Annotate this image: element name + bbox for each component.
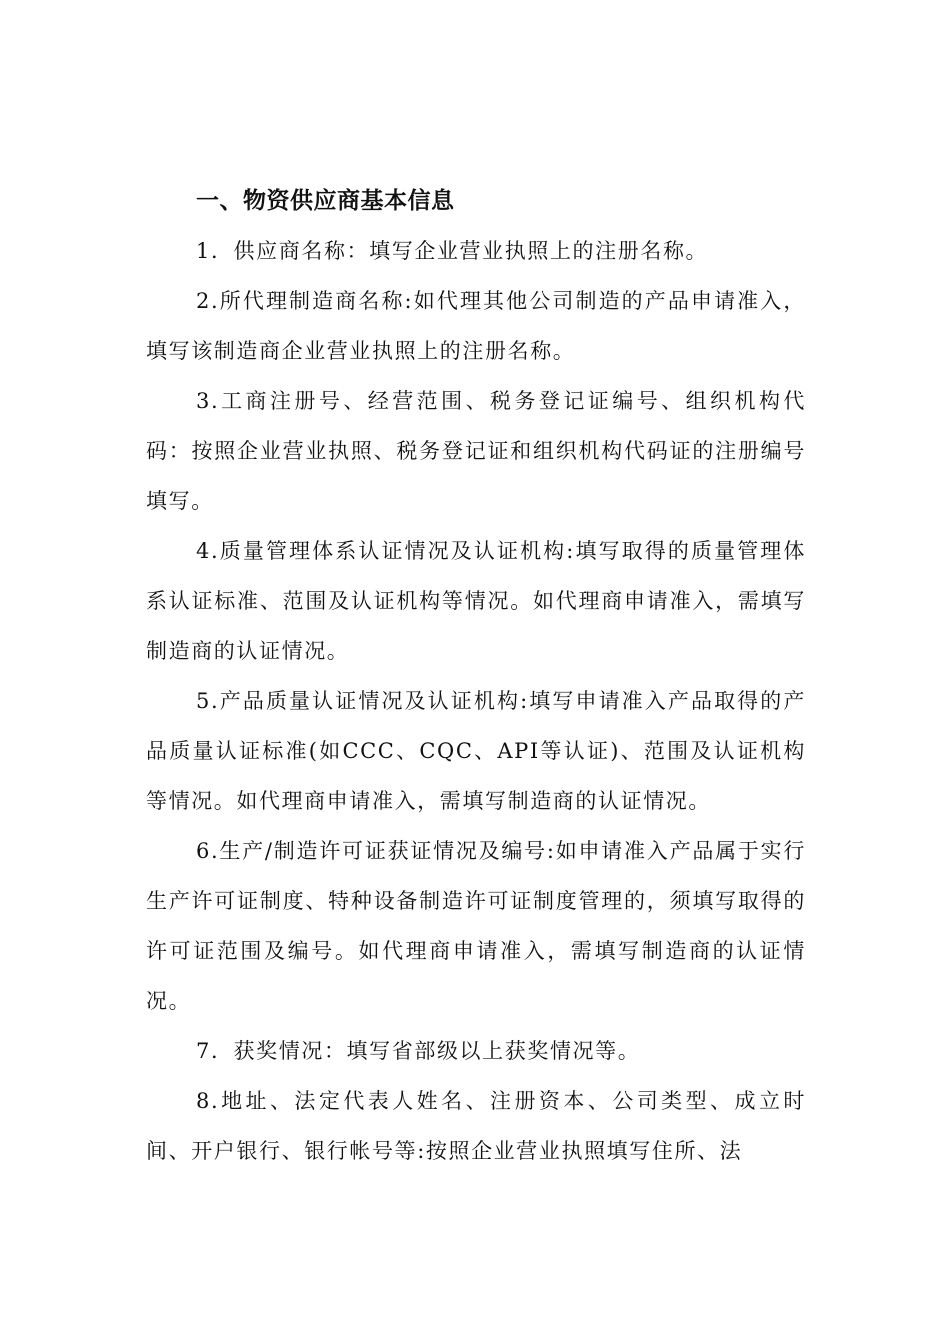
paragraph-product-certification: 5.产品质量认证情况及认证机构:填写申请准入产品取得的产品质量认证标准(如CCC、CQC、API等认证)、范围及认证机构等情况。如代理商申请准入，需填写制造商的认证情况。 bbox=[146, 689, 806, 813]
paragraph-quality-system: 4.质量管理体系认证情况及认证机构:填写取得的质量管理体系认证标准、范围及认证机构等情况。如代理商申请准入，需填写制造商的认证情况。 bbox=[146, 539, 806, 663]
paragraph-supplier-name: 1．供应商名称：填写企业营业执照上的注册名称。 bbox=[196, 239, 709, 263]
paragraph-awards: 7．获奖情况：填写省部级以上获奖情况等。 bbox=[196, 1039, 641, 1063]
paragraph-registration-codes: 3.工商注册号、经营范围、税务登记证编号、组织机构代码：按照企业营业执照、税务登记证和组织机构代码证的注册编号填写。 bbox=[146, 389, 806, 513]
paragraph-company-details: 8.地址、法定代表人姓名、注册资本、公司类型、成立时间、开户银行、银行帐号等:按照企业营业执照填写住所、法 bbox=[146, 1089, 806, 1163]
document-body bbox=[146, 176, 806, 1176]
section-heading: 一、物资供应商基本信息 bbox=[196, 187, 455, 214]
paragraph-agent-manufacturer: 2.所代理制造商名称:如代理其他公司制造的产品申请准入，填写该制造商企业营业执照上的注册名称。 bbox=[146, 289, 806, 363]
paragraph-production-license: 6.生产/制造许可证获证情况及编号:如申请准入产品属于实行生产许可证制度、特种设备制造许可证制度管理的，须填写取得的许可证范围及编号。如代理商申请准入，需填写制造商的认证情况。 bbox=[146, 839, 806, 1013]
